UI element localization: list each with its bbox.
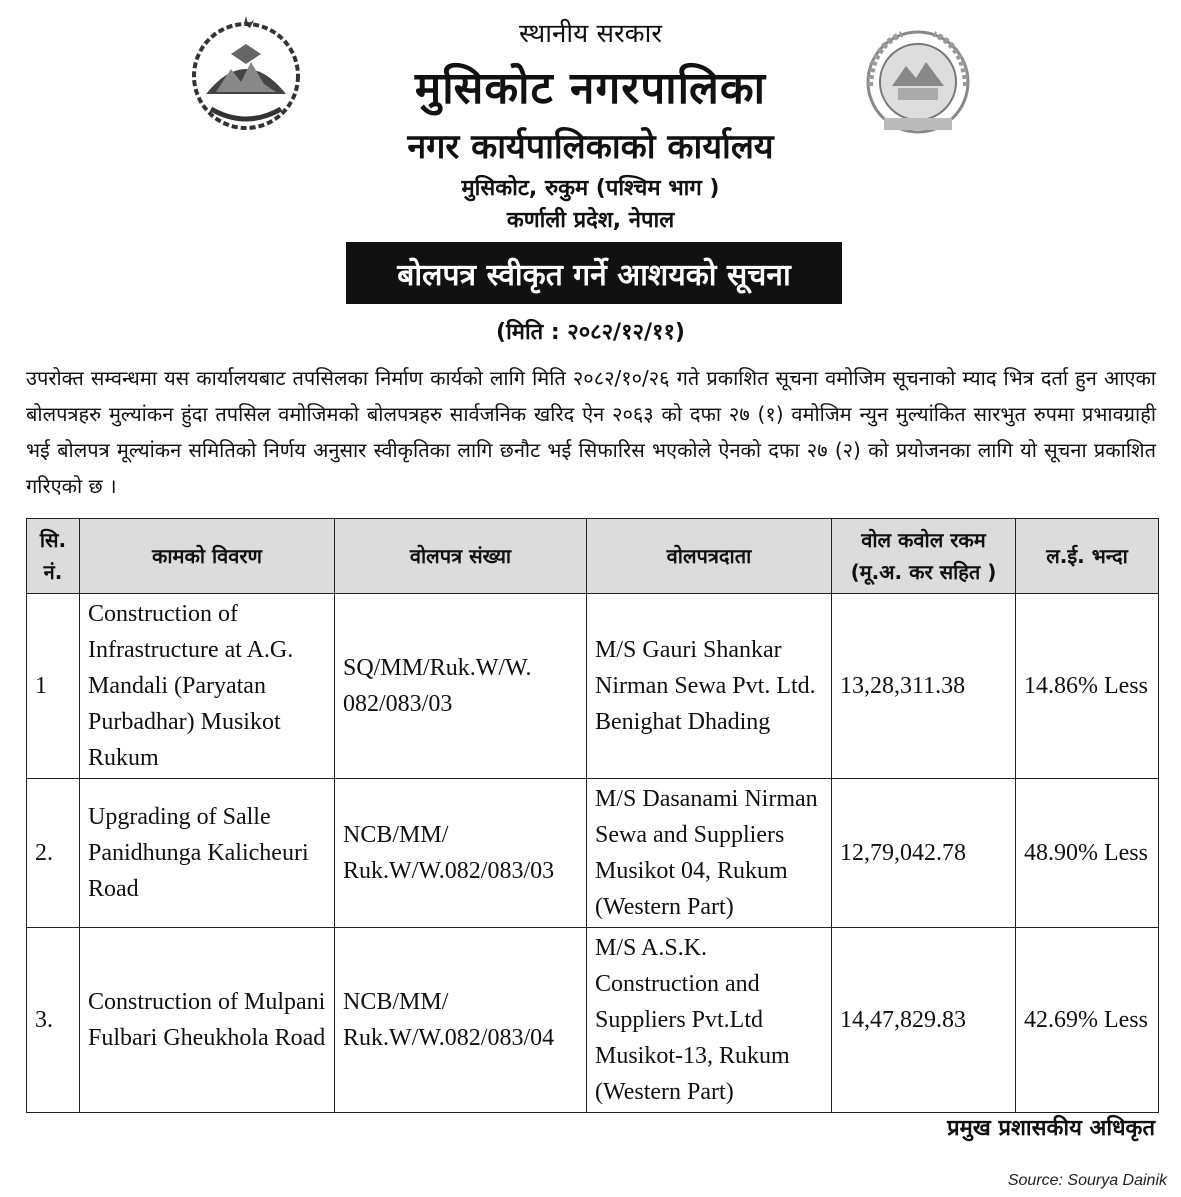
- office-name: नगर कार्यपालिकाको कार्यालय: [407, 127, 774, 167]
- col-header-sn: सि. नं.: [27, 519, 80, 594]
- col-header-below-estimate: ल.ई. भन्दा: [1016, 519, 1159, 594]
- municipality-name: मुसिकोट नगरपालिका: [414, 63, 767, 114]
- col-header-bidder: वोलपत्रदाता: [587, 519, 832, 594]
- cell-bidder: M/S A.S.K. Construction and Suppliers Pvt.Ltd Musikot-13, Rukum (Western Part): [587, 928, 832, 1113]
- cell-sn: 3.: [27, 928, 80, 1113]
- col-header-work: कामको विवरण: [80, 519, 335, 594]
- cell-amount: 14,47,829.83: [832, 928, 1016, 1113]
- table-row: [27, 594, 1159, 779]
- cell-amount: 13,28,311.38: [832, 594, 1016, 779]
- cell-sn: 2.: [27, 779, 80, 928]
- cell-bidder: M/S Gauri Shankar Nirman Sewa Pvt. Ltd. Benighat Dhading: [587, 594, 832, 779]
- cell-bid-no: NCB/MM/ Ruk.W/W.082/083/03: [335, 779, 587, 928]
- bid-table: [26, 518, 1159, 1113]
- cell-amount: 12,79,042.78: [832, 779, 1016, 928]
- cell-below-estimate: 48.90% Less: [1016, 779, 1159, 928]
- cell-bid-no: NCB/MM/ Ruk.W/W.082/083/04: [335, 928, 587, 1113]
- source-credit: Source: Sourya Dainik: [1007, 1172, 1167, 1189]
- notice-title-banner: [346, 242, 842, 304]
- cell-below-estimate: 14.86% Less: [1016, 594, 1159, 779]
- cell-work: Construction of Infrastructure at A.G. Mandali (Paryatan Purbadhar) Musikot Rukum: [80, 594, 335, 779]
- col-header-bid-no: वोलपत्र संख्या: [335, 519, 587, 594]
- cell-bidder: M/S Dasanami Nirman Sewa and Suppliers Musikot 04, Rukum (Western Part): [587, 779, 832, 928]
- notice-title: बोलपत्र स्वीकृत गर्ने आशयको सूचना: [397, 257, 791, 293]
- cell-below-estimate: 42.69% Less: [1016, 928, 1159, 1113]
- notice-body: उपरोक्त सम्वन्धमा यस कार्यालयबाट तपसिलका निर्माण कार्यको लागि मिति २०८२/१०/२६ गते प्रकाशित सूचना वमोजिम सूचनाको म्याद भित्र दर्ता हुन आएका बोलपत्रहरु मुल्यांकन हुंदा तपसिल वमोजिमको बोलपत्रहरु सार्वजनिक खरिद ऐन २०६३ को दफा २७ (१) वमोजिम न्युन मुल्यांकित सारभुत रुपमा प्रभावग्राही भई बोलपत्र मूल्यांकन समितिको निर्णय अनुसार स्वीकृतिका लागि छनौट भई सिफारिस भएकोले ऐनको दफा २७ (२) को प्रयोजनका लागि यो सूचना प्रकाशित गरिएको छ ।: [26, 366, 1156, 498]
- table-row: [27, 779, 1159, 928]
- cell-sn: 1: [27, 594, 80, 779]
- table-row: [27, 928, 1159, 1113]
- table-header-row: [27, 519, 1159, 594]
- address-line-2: कर्णाली प्रदेश, नेपाल: [506, 208, 675, 233]
- col-header-amount: वोल कवोल रकम (मू.अ. कर सहित ): [832, 519, 1016, 594]
- signature-title: प्रमुख प्रशासकीय अधिकृत: [947, 1116, 1155, 1141]
- local-government-label: स्थानीय सरकार: [519, 19, 662, 49]
- cell-work: Upgrading of Salle Panidhunga Kalicheuri Road: [80, 779, 335, 928]
- cell-bid-no: SQ/MM/Ruk.W/W. 082/083/03: [335, 594, 587, 779]
- notice-date: (मिति : २०८२/१२/११): [496, 320, 685, 345]
- cell-work: Construction of Mulpani Fulbari Gheukhola Road: [80, 928, 335, 1113]
- address-line-1: मुसिकोट, रुकुम (पश्चिम भाग ): [461, 176, 720, 201]
